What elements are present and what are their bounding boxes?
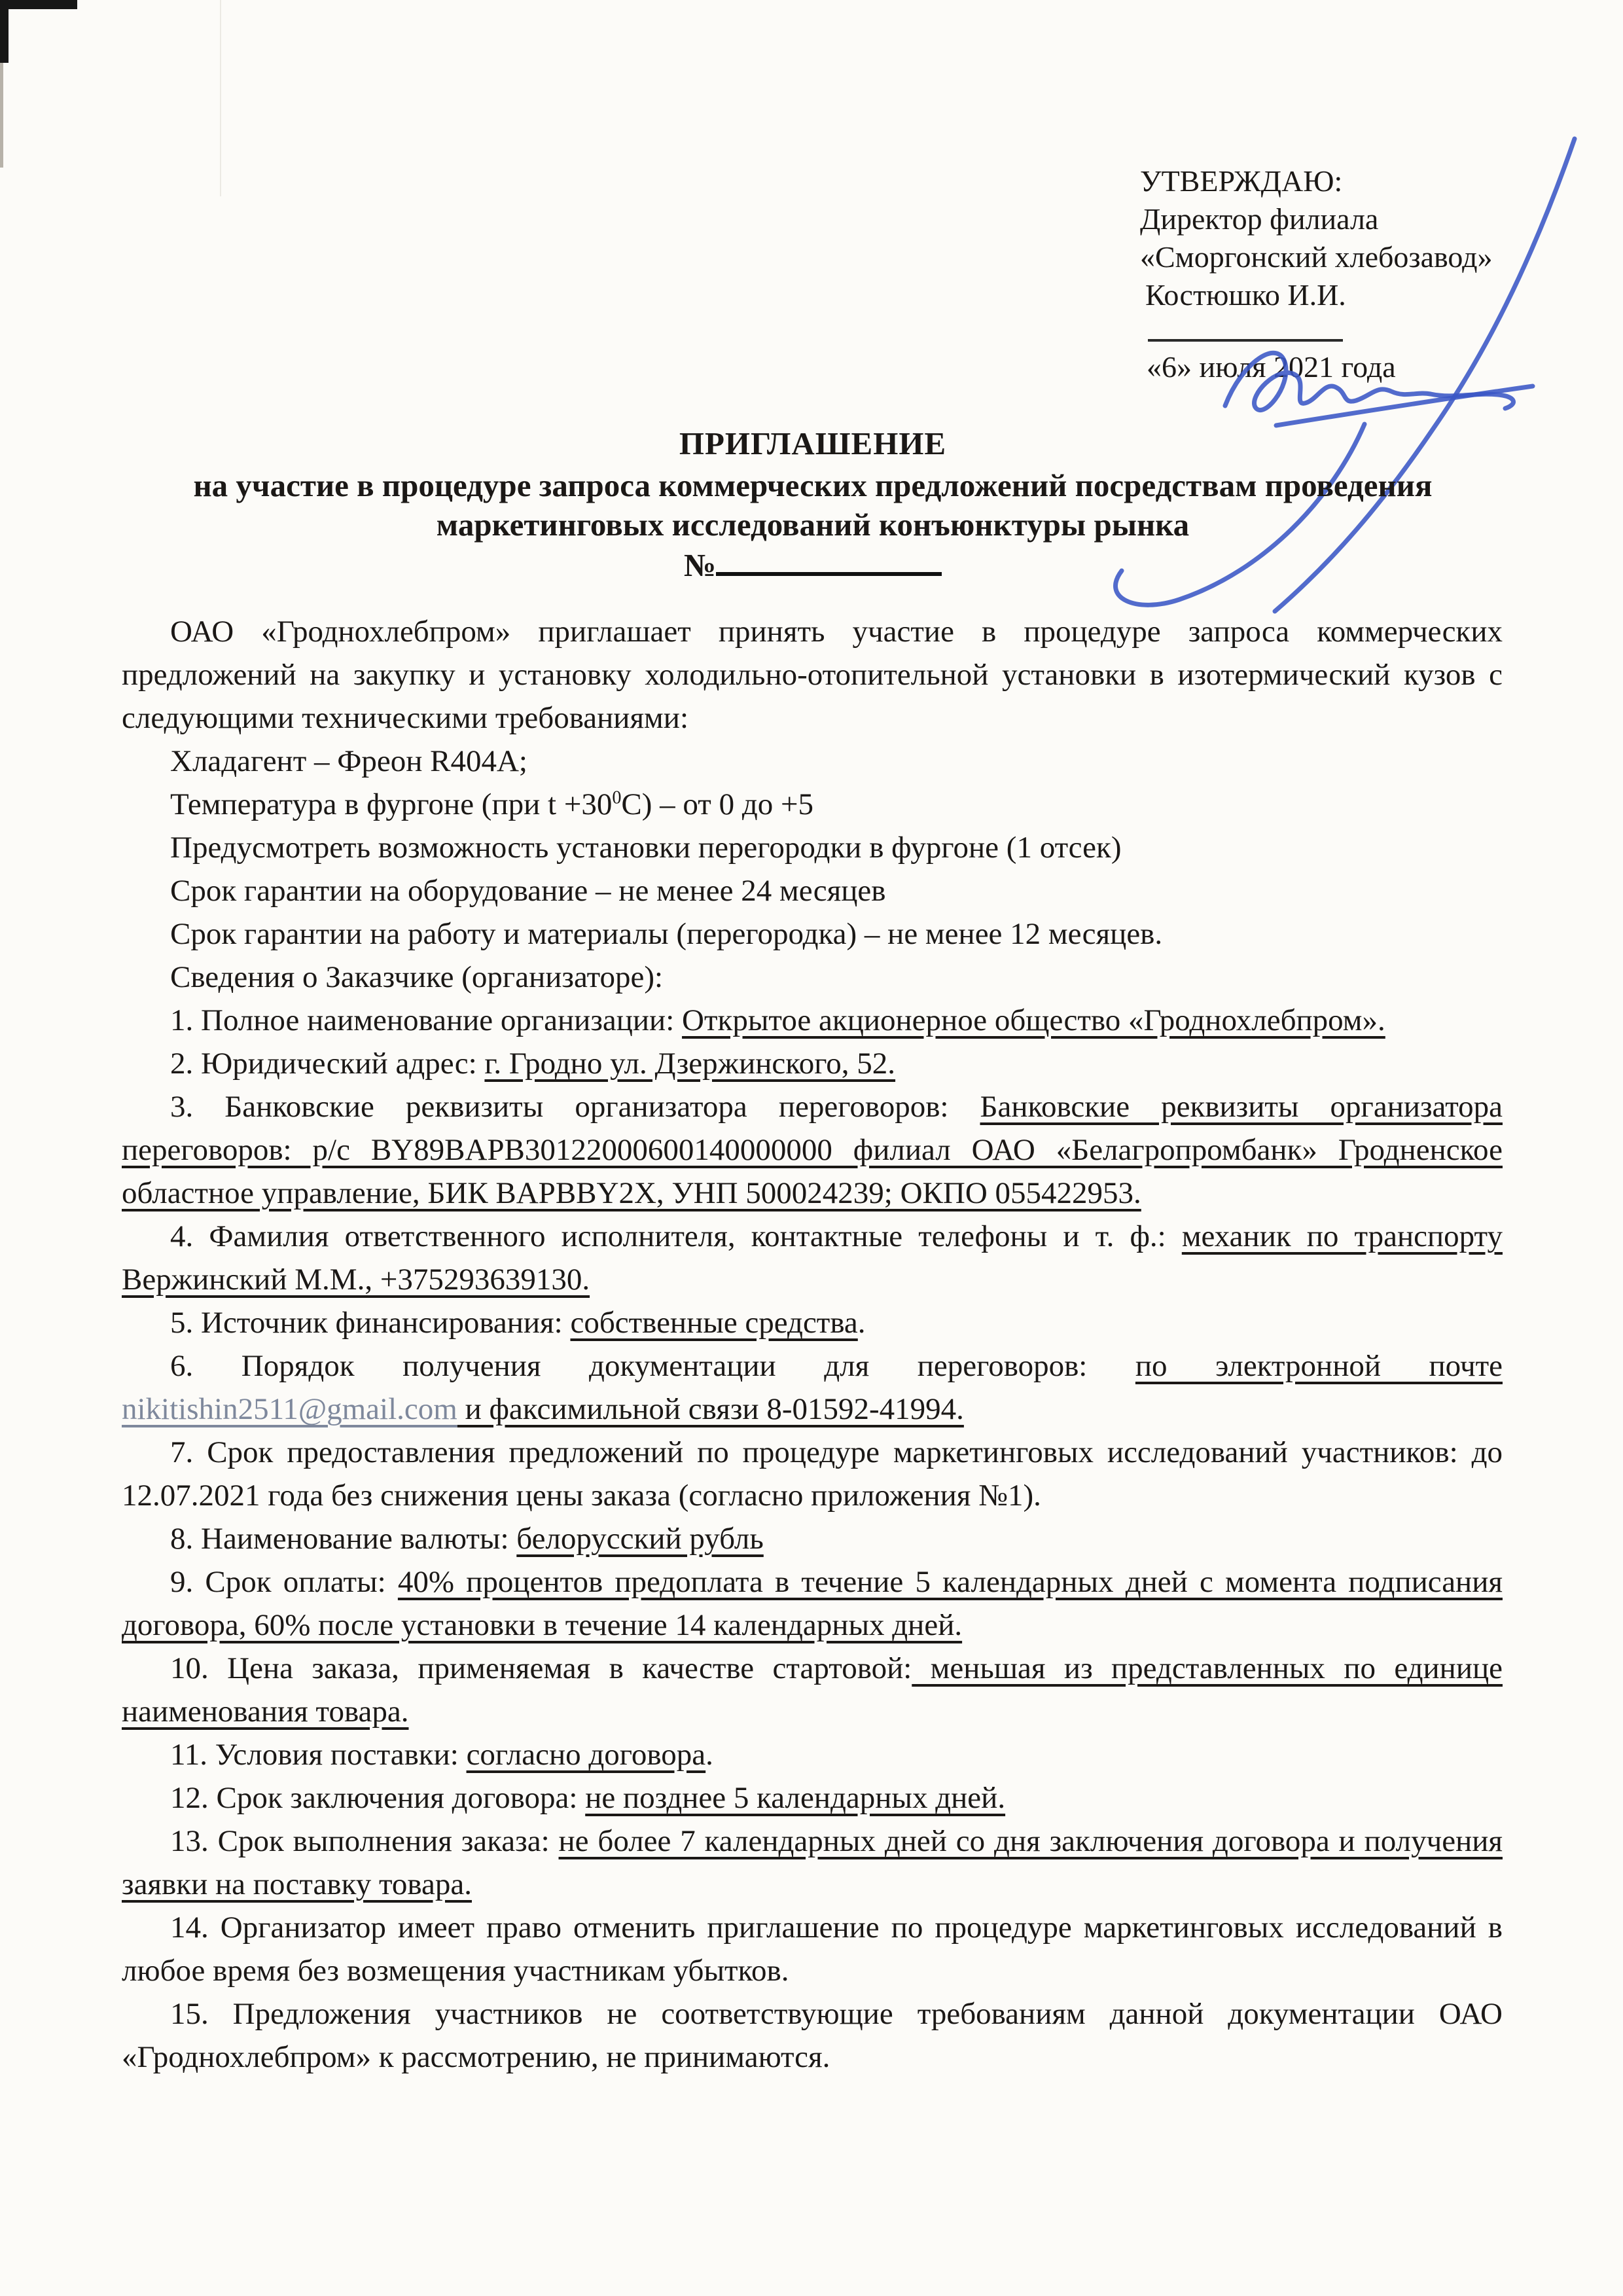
underlined-text: меньшая из представленных по единице наименования товара. xyxy=(122,1651,1503,1729)
number-label: № xyxy=(683,547,717,583)
text-run: Температура в фургоне (при t +30 xyxy=(170,787,613,821)
paragraph xyxy=(122,1431,1503,1517)
paragraph xyxy=(122,1085,1503,1215)
text-run: 1. Полное наименование организации: xyxy=(170,1003,683,1037)
text-run: 15. Предложения участников не соответствующие требованиям данной документации ОАО «Гроднохлебпром» к рассмотрению, не принимаются. xyxy=(122,1997,1503,2074)
paragraph xyxy=(122,1560,1503,1647)
text-run: 6. Порядок получения документации для переговоров: xyxy=(170,1349,1135,1383)
paragraph xyxy=(122,956,1503,999)
text-run: 10. Цена заказа, применяемая в качестве стартовой: xyxy=(170,1651,912,1685)
text-run: 5. Источник финансирования: xyxy=(170,1306,571,1340)
underlined-text: и факсимильной связи 8-01592-41994. xyxy=(457,1392,964,1426)
paragraph xyxy=(122,740,1503,783)
approval-block xyxy=(1140,162,1559,386)
text-run: Предусмотреть возможность установки перегородки в фургоне (1 отсек) xyxy=(170,831,1122,865)
title-block xyxy=(122,424,1504,585)
paragraph xyxy=(122,1042,1503,1085)
document-title: ПРИГЛАШЕНИЕ xyxy=(679,425,947,461)
text-run: 11. Условия поставки: xyxy=(170,1738,467,1772)
text-run: 9. Срок оплаты: xyxy=(170,1565,398,1599)
underlined-text: 40% процентов предоплата в течение 5 календарных дней с момента подписания договора, 60% после установки в течение 14 календарных дней. xyxy=(122,1565,1503,1642)
text-run: Хладагент – Фреон R404A; xyxy=(170,744,527,778)
scan-crease-artifact xyxy=(220,0,221,196)
text-run: 14. Организатор имеет право отменить приглашение по процедуре маркетинговых исследований в любое время без возмещения участникам убытков. xyxy=(122,1910,1503,1988)
text-run: Сведения о Заказчике (организаторе): xyxy=(170,960,664,994)
paragraph xyxy=(122,869,1503,912)
underlined-text: механик по транспорту Вержинский М.М., +375293639130. xyxy=(122,1219,1503,1297)
approval-date: «6» июля 2021 года xyxy=(1147,350,1396,384)
scan-smudge-artifact xyxy=(0,63,3,168)
scan-corner-artifact xyxy=(0,0,77,9)
paragraph xyxy=(122,826,1503,869)
underlined-text: не более 7 календарных дней со дня заключения договора и получения заявки на поставку товара. xyxy=(122,1824,1503,1901)
paragraph xyxy=(122,610,1503,740)
subtitle-line: на участие в процедуре запроса коммерческих предложений посредствам проведения xyxy=(193,467,1433,503)
text-run: 2. Юридический адрес: xyxy=(170,1047,485,1081)
approval-line: Директор филиала xyxy=(1140,202,1379,236)
underlined-text: белорусский рубль xyxy=(516,1522,764,1556)
paragraph xyxy=(122,783,1503,826)
text-run: 13. Срок выполнения заказа: xyxy=(170,1824,559,1858)
paragraph xyxy=(122,1301,1503,1344)
underlined-text: Открытое акционерное общество «Гроднохлебпром». xyxy=(682,1003,1385,1037)
scan-corner-artifact xyxy=(0,0,9,63)
email-link: nikitishin2511@gmail.com xyxy=(122,1392,457,1426)
paragraph xyxy=(122,912,1503,956)
text-run: 0 xyxy=(612,787,622,808)
number-blank-field xyxy=(716,548,942,576)
underlined-text: по электронной почте xyxy=(1135,1349,1503,1383)
paragraph xyxy=(122,1776,1503,1820)
subtitle-line: маркетинговых исследований конъюнктуры рынка xyxy=(436,507,1190,543)
text-run: Срок гарантии на оборудование – не менее 24 месяцев xyxy=(170,874,886,908)
underlined-text: согласно договора xyxy=(466,1738,706,1772)
paragraph xyxy=(122,1344,1503,1431)
underlined-text: Банковские реквизиты организатора переговоров: р/с BY89BAPB30122000600140000000 филиал ОАО «Белагропромбанк» Гродненское областное управление, БИК BAPBBY2X, УНП 500024239; ОКПО 055422953. xyxy=(122,1090,1503,1210)
text-run: ОАО «Гроднохлебпром» приглашает принять участие в процедуре запроса коммерческих предложений на закупку и установку холодильно-отопительной установки в изотермический кузов с следующими техническими требованиями: xyxy=(122,615,1503,735)
paragraph xyxy=(122,1820,1503,1906)
underlined-text: г. Гродно ул. Дзержинского, 52. xyxy=(484,1047,896,1081)
text-run: . xyxy=(705,1738,713,1772)
text-run: Срок гарантии на работу и материалы (перегородка) – не менее 12 месяцев. xyxy=(170,917,1163,951)
text-run: 12. Срок заключения договора: xyxy=(170,1781,586,1815)
text-run: 8. Наименование валюты: xyxy=(170,1522,517,1556)
text-run: С) – от 0 до +5 xyxy=(621,787,814,821)
text-run: 7. Срок предоставления предложений по процедуре маркетинговых исследований участников: до 12.07.2021 года без снижения цены заказа (согласно приложения №1). xyxy=(122,1435,1503,1513)
paragraph xyxy=(122,1733,1503,1776)
text-run: 3. Банковские реквизиты организатора переговоров: xyxy=(170,1090,980,1124)
paragraph xyxy=(122,1215,1503,1301)
approval-line: «Сморгонский хлебозавод» xyxy=(1140,240,1493,274)
underlined-text: собственные средства xyxy=(570,1306,858,1340)
document-body xyxy=(122,610,1503,2079)
text-run: . xyxy=(857,1306,866,1340)
paragraph xyxy=(122,999,1503,1042)
approver-name: Костюшко И.И. xyxy=(1145,278,1346,312)
paragraph xyxy=(122,1906,1503,1992)
paragraph xyxy=(122,1992,1503,2079)
number-line xyxy=(122,546,1504,585)
paragraph xyxy=(122,1517,1503,1560)
signature-line xyxy=(1148,339,1343,342)
approval-line: УТВЕРЖДАЮ: xyxy=(1140,164,1343,198)
paragraph xyxy=(122,1647,1503,1733)
text-run: 4. Фамилия ответственного исполнителя, контактные телефоны и т. ф.: xyxy=(170,1219,1182,1253)
underlined-text: не позднее 5 календарных дней. xyxy=(585,1781,1006,1815)
